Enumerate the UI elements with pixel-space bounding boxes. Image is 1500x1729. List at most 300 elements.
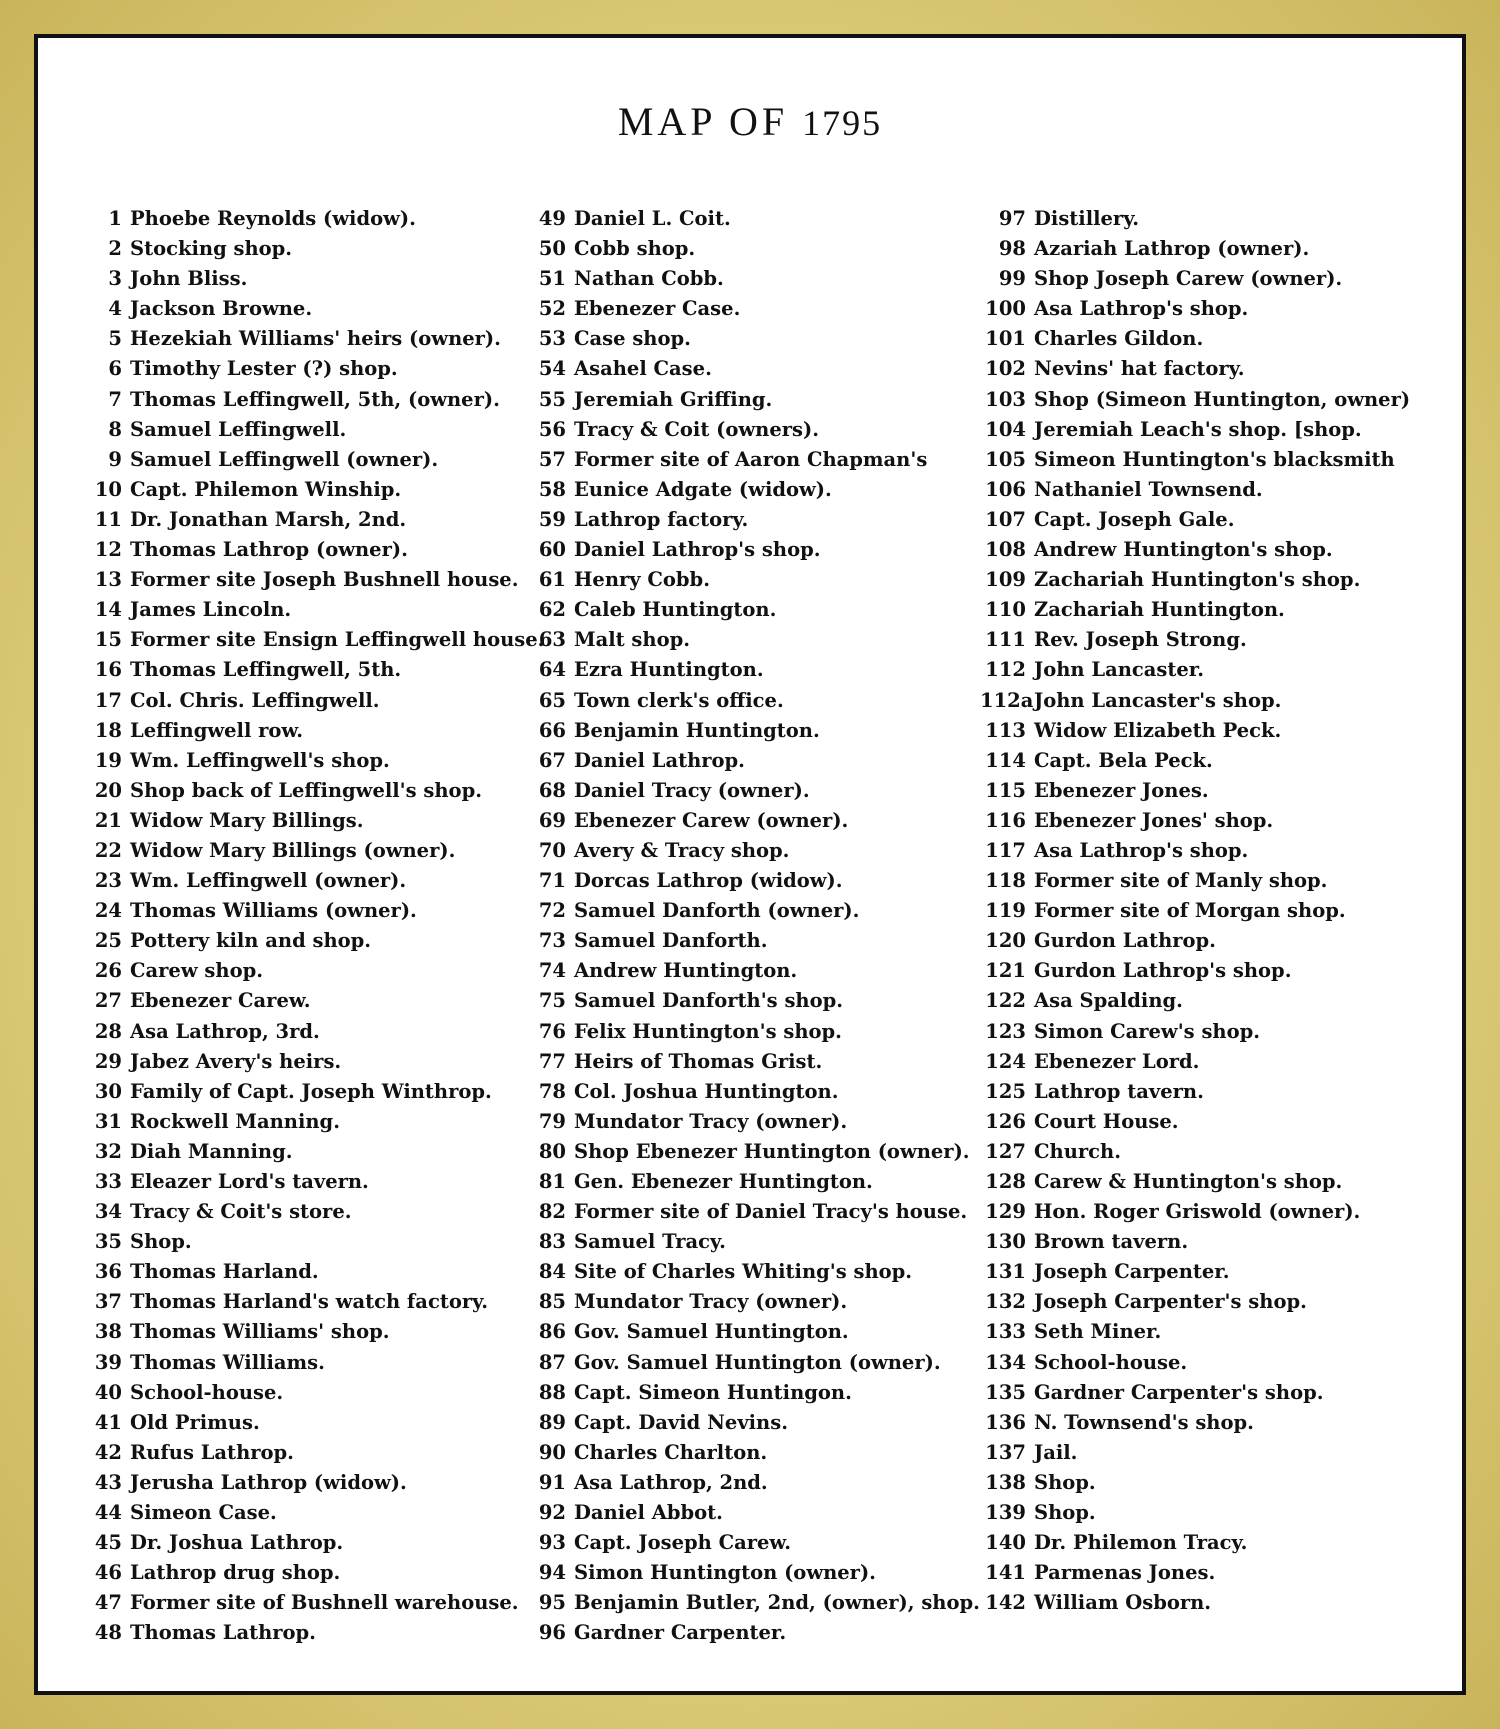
entry-text: Benjamin Butler, 2nd, (owner), shop. bbox=[574, 1591, 980, 1615]
entry-number: 32 bbox=[94, 1139, 122, 1163]
entry-text: Gen. Ebenezer Huntington. bbox=[574, 1170, 873, 1193]
entry-number: 121 bbox=[985, 959, 1026, 983]
legend-entry bbox=[88, 1468, 544, 1498]
legend-entry bbox=[88, 445, 544, 475]
entry-number: 84 bbox=[538, 1260, 566, 1284]
entry-text: Hon. Roger Griswold (owner). bbox=[1034, 1200, 1361, 1224]
entry-number: 112 bbox=[985, 658, 1026, 682]
legend-entry bbox=[530, 385, 980, 415]
legend-entry bbox=[530, 625, 980, 655]
entry-text: Shop. bbox=[1034, 1470, 1096, 1494]
entry-number: 94 bbox=[538, 1561, 566, 1585]
entry-text: Brown tavern. bbox=[1034, 1230, 1189, 1254]
legend-entry bbox=[530, 1438, 980, 1468]
entry-number: 6 bbox=[108, 357, 122, 381]
entry-text: Samuel Danforth (owner). bbox=[574, 899, 860, 923]
entry-text: Tracy & Coit (owners). bbox=[574, 417, 819, 441]
legend-entry bbox=[980, 986, 1410, 1016]
entry-text: James Lincoln. bbox=[130, 598, 292, 622]
legend-entry bbox=[88, 1047, 544, 1077]
entry-number: 113 bbox=[985, 718, 1026, 742]
entry-text: Samuel Leffingwell. bbox=[130, 417, 347, 441]
entry-number: 16 bbox=[94, 658, 122, 682]
entry-text: Widow Elizabeth Peck. bbox=[1034, 718, 1282, 742]
entry-number: 82 bbox=[538, 1200, 566, 1224]
legend-entry bbox=[980, 354, 1410, 384]
entry-number: 69 bbox=[538, 808, 566, 832]
legend-entry bbox=[530, 806, 980, 836]
legend-entry bbox=[88, 956, 544, 986]
entry-number: 83 bbox=[538, 1230, 566, 1254]
entry-number: 137 bbox=[985, 1440, 1026, 1464]
legend-entry bbox=[980, 505, 1410, 535]
entry-number: 134 bbox=[985, 1350, 1026, 1374]
entry-text: Phoebe Reynolds (widow). bbox=[130, 207, 416, 230]
legend-entry bbox=[88, 204, 544, 234]
entry-number: 140 bbox=[985, 1531, 1026, 1555]
entry-text: Daniel Abbot. bbox=[574, 1501, 723, 1525]
entry-text: N. Townsend's shop. bbox=[1034, 1410, 1254, 1434]
entry-text: Eunice Adgate (widow). bbox=[574, 477, 832, 501]
legend-entry bbox=[980, 324, 1410, 354]
legend-entry bbox=[530, 1498, 980, 1528]
entry-number: 3 bbox=[108, 267, 122, 291]
entry-number: 14 bbox=[94, 598, 122, 622]
legend-entry bbox=[980, 956, 1410, 986]
entry-number: 23 bbox=[94, 869, 122, 893]
entry-text: Lathrop tavern. bbox=[1034, 1079, 1204, 1103]
entry-number: 49 bbox=[538, 207, 566, 230]
entry-text: Mundator Tracy (owner). bbox=[574, 1290, 848, 1314]
legend-entry bbox=[980, 1137, 1410, 1167]
legend-entry bbox=[88, 1017, 544, 1047]
legend-entry bbox=[530, 1468, 980, 1498]
entry-text: Tracy & Coit's store. bbox=[130, 1200, 352, 1224]
entry-number: 79 bbox=[538, 1109, 566, 1133]
legend-entry bbox=[980, 445, 1410, 475]
entry-number: 58 bbox=[538, 477, 566, 501]
entry-number: 67 bbox=[538, 748, 566, 772]
legend-entry bbox=[980, 1528, 1410, 1558]
entry-text: Simon Carew's shop. bbox=[1034, 1019, 1261, 1043]
entry-text: Thomas Williams (owner). bbox=[130, 899, 417, 923]
legend-entry bbox=[530, 204, 980, 234]
entry-number: 125 bbox=[985, 1079, 1026, 1103]
legend-entry bbox=[88, 1107, 544, 1137]
entry-text: Capt. Bela Peck. bbox=[1034, 748, 1213, 772]
entry-number: 122 bbox=[985, 989, 1026, 1013]
entry-number: 106 bbox=[985, 477, 1026, 501]
entry-text: Caleb Huntington. bbox=[574, 598, 777, 622]
legend-entry bbox=[88, 1438, 544, 1468]
legend-entry bbox=[530, 1618, 980, 1648]
entry-number: 44 bbox=[94, 1501, 122, 1525]
entry-text: Samuel Danforth. bbox=[574, 929, 768, 953]
entry-number: 107 bbox=[985, 507, 1026, 531]
entry-number: 90 bbox=[538, 1440, 566, 1464]
legend-entry bbox=[530, 535, 980, 565]
entry-text: Dorcas Lathrop (widow). bbox=[574, 869, 843, 893]
legend-entry bbox=[88, 1528, 544, 1558]
legend-column-2 bbox=[530, 204, 980, 1649]
legend-entry bbox=[88, 415, 544, 445]
entry-number: 25 bbox=[94, 929, 122, 953]
entry-number: 45 bbox=[94, 1531, 122, 1555]
legend-entry bbox=[530, 264, 980, 294]
legend-entry bbox=[980, 1227, 1410, 1257]
legend-entry bbox=[530, 415, 980, 445]
entry-number: 88 bbox=[538, 1380, 566, 1404]
legend-entry bbox=[88, 1378, 544, 1408]
entry-text: Jackson Browne. bbox=[130, 297, 313, 321]
entry-text: Distillery. bbox=[1034, 207, 1140, 230]
entry-number: 124 bbox=[985, 1049, 1026, 1073]
legend-entry bbox=[88, 1588, 544, 1618]
entry-number: 127 bbox=[985, 1139, 1026, 1163]
entry-number: 101 bbox=[985, 327, 1026, 351]
entry-number: 74 bbox=[538, 959, 566, 983]
entry-text: Leffingwell row. bbox=[130, 718, 304, 742]
legend-entry bbox=[88, 926, 544, 956]
entry-number: 117 bbox=[985, 838, 1026, 862]
entry-number: 138 bbox=[985, 1470, 1026, 1494]
entry-number: 59 bbox=[538, 507, 566, 531]
legend-entry bbox=[980, 565, 1410, 595]
entry-text: Jabez Avery's heirs. bbox=[130, 1049, 342, 1073]
legend-entry bbox=[530, 595, 980, 625]
entry-text: Former site of Daniel Tracy's house. bbox=[574, 1200, 968, 1224]
entry-number: 18 bbox=[94, 718, 122, 742]
entry-number: 31 bbox=[94, 1109, 122, 1133]
entry-number: 35 bbox=[94, 1230, 122, 1254]
entry-number: 39 bbox=[94, 1350, 122, 1374]
entry-number: 26 bbox=[94, 959, 122, 983]
entry-text: Court House. bbox=[1034, 1109, 1179, 1133]
page-title bbox=[38, 98, 1462, 145]
entry-number: 98 bbox=[998, 237, 1026, 261]
entry-text: Rockwell Manning. bbox=[130, 1109, 340, 1133]
legend-entry bbox=[980, 655, 1410, 685]
entry-text: John Lancaster's shop. bbox=[1034, 688, 1282, 712]
legend-entry bbox=[980, 1197, 1410, 1227]
entry-text: Asahel Case. bbox=[574, 357, 712, 381]
entry-text: Parmenas Jones. bbox=[1034, 1561, 1216, 1585]
entry-text: Case shop. bbox=[574, 327, 691, 351]
legend-entry bbox=[88, 746, 544, 776]
entry-text: Asa Lathrop, 2nd. bbox=[574, 1470, 768, 1494]
legend-entry bbox=[530, 956, 980, 986]
entry-text: Col. Chris. Leffingwell. bbox=[130, 688, 380, 712]
entry-number: 120 bbox=[985, 929, 1026, 953]
legend-entry bbox=[980, 1257, 1410, 1287]
legend-entry bbox=[88, 1137, 544, 1167]
legend-entry bbox=[88, 655, 544, 685]
entry-text: Ebenezer Case. bbox=[574, 297, 741, 321]
entry-number: 50 bbox=[538, 237, 566, 261]
entry-number: 64 bbox=[538, 658, 566, 682]
entry-text: Thomas Harland's watch factory. bbox=[130, 1290, 488, 1314]
legend-entry bbox=[530, 1558, 980, 1588]
legend-entry bbox=[530, 475, 980, 505]
entry-number: 20 bbox=[94, 778, 122, 802]
entry-number: 57 bbox=[538, 447, 566, 471]
entry-number: 103 bbox=[985, 387, 1026, 411]
entry-text: Andrew Huntington's shop. bbox=[1034, 538, 1333, 562]
legend-entry bbox=[530, 1137, 980, 1167]
entry-number: 104 bbox=[985, 417, 1026, 441]
legend-entry bbox=[530, 1107, 980, 1137]
entry-number: 43 bbox=[94, 1470, 122, 1494]
legend-entry bbox=[530, 1287, 980, 1317]
entry-text: Gurdon Lathrop. bbox=[1034, 929, 1216, 953]
entry-number: 72 bbox=[538, 899, 566, 923]
entry-number: 81 bbox=[538, 1170, 566, 1193]
entry-text: School-house. bbox=[130, 1380, 284, 1404]
entry-text: Former site of Manly shop. bbox=[1034, 869, 1328, 893]
entry-text: Dr. Joshua Lathrop. bbox=[130, 1531, 344, 1555]
entry-text: Heirs of Thomas Grist. bbox=[574, 1049, 823, 1073]
entry-text: Capt. Simeon Huntingon. bbox=[574, 1380, 852, 1404]
entry-text: Thomas Williams' shop. bbox=[130, 1320, 390, 1344]
legend-entry bbox=[530, 776, 980, 806]
entry-text: Charles Charlton. bbox=[574, 1440, 768, 1464]
legend-entry bbox=[88, 1077, 544, 1107]
entry-number: 61 bbox=[538, 568, 566, 592]
entry-number: 53 bbox=[538, 327, 566, 351]
entry-text: Charles Gildon. bbox=[1034, 327, 1204, 351]
entry-number: 93 bbox=[538, 1531, 566, 1555]
entry-number: 10 bbox=[94, 477, 122, 501]
entry-text: Avery & Tracy shop. bbox=[574, 838, 790, 862]
legend-column-3 bbox=[980, 204, 1410, 1618]
entry-number: 5 bbox=[108, 327, 122, 351]
entry-number: 132 bbox=[985, 1290, 1026, 1314]
entry-number: 70 bbox=[538, 838, 566, 862]
entry-number: 28 bbox=[94, 1019, 122, 1043]
entry-number: 80 bbox=[538, 1139, 566, 1163]
entry-number: 33 bbox=[94, 1170, 122, 1193]
entry-text: Thomas Lathrop (owner). bbox=[130, 538, 408, 562]
legend-entry bbox=[530, 686, 980, 716]
entry-text: Col. Joshua Huntington. bbox=[574, 1079, 839, 1103]
entry-text: Samuel Danforth's shop. bbox=[574, 989, 844, 1013]
entry-number: 128 bbox=[985, 1170, 1026, 1193]
entry-number: 131 bbox=[985, 1260, 1026, 1284]
legend-entry bbox=[88, 686, 544, 716]
legend-entry bbox=[980, 1408, 1410, 1438]
legend-entry bbox=[88, 1167, 544, 1197]
entry-number: 29 bbox=[94, 1049, 122, 1073]
legend-entry bbox=[980, 1047, 1410, 1077]
entry-number: 141 bbox=[985, 1561, 1026, 1585]
entry-text: Rufus Lathrop. bbox=[130, 1440, 294, 1464]
entry-text: Asa Lathrop's shop. bbox=[1034, 297, 1249, 321]
entry-number: 111 bbox=[985, 628, 1026, 652]
legend-entry bbox=[88, 716, 544, 746]
entry-text: Capt. David Nevins. bbox=[574, 1410, 788, 1434]
legend-entry bbox=[88, 294, 544, 324]
entry-number: 42 bbox=[94, 1440, 122, 1464]
legend-entry bbox=[88, 625, 544, 655]
entry-number: 22 bbox=[94, 838, 122, 862]
entry-text: Former site of Morgan shop. bbox=[1034, 899, 1346, 923]
entry-number: 36 bbox=[94, 1260, 122, 1284]
entry-number: 19 bbox=[94, 748, 122, 772]
entry-text: Ebenezer Jones' shop. bbox=[1034, 808, 1274, 832]
legend-entry bbox=[88, 475, 544, 505]
entry-number: 38 bbox=[94, 1320, 122, 1344]
legend-entry bbox=[980, 866, 1410, 896]
legend-entry bbox=[88, 1287, 544, 1317]
legend-entry bbox=[980, 1558, 1410, 1588]
legend-entry bbox=[980, 294, 1410, 324]
legend-entry bbox=[530, 746, 980, 776]
legend-entry bbox=[530, 655, 980, 685]
entry-text: Asa Lathrop's shop. bbox=[1034, 838, 1249, 862]
legend-entry bbox=[980, 234, 1410, 264]
entry-number: 65 bbox=[538, 688, 566, 712]
entry-number: 17 bbox=[94, 688, 122, 712]
document-page bbox=[34, 34, 1466, 1695]
legend-entry bbox=[980, 1017, 1410, 1047]
legend-entry bbox=[980, 1077, 1410, 1107]
entry-text: Former site of Aaron Chapman's bbox=[574, 447, 928, 471]
entry-text: Eleazer Lord's tavern. bbox=[130, 1170, 369, 1193]
legend-entry bbox=[530, 1227, 980, 1257]
entry-text: Ebenezer Lord. bbox=[1034, 1049, 1200, 1073]
legend-entry bbox=[530, 926, 980, 956]
entry-number: 110 bbox=[985, 598, 1026, 622]
legend-entry bbox=[88, 1197, 544, 1227]
legend-entry bbox=[530, 866, 980, 896]
entry-text: Wm. Leffingwell's shop. bbox=[130, 748, 390, 772]
entry-text: Rev. Joseph Strong. bbox=[1034, 628, 1247, 652]
entry-number: 112a bbox=[980, 688, 1034, 712]
entry-number: 76 bbox=[538, 1019, 566, 1043]
legend-entry bbox=[530, 565, 980, 595]
entry-text: Capt. Joseph Gale. bbox=[1034, 507, 1235, 531]
legend-entry bbox=[88, 595, 544, 625]
entry-text: Simeon Huntington's blacksmith bbox=[1034, 447, 1395, 471]
entry-text: John Lancaster. bbox=[1034, 658, 1205, 682]
entry-number: 62 bbox=[538, 598, 566, 622]
entry-text: Zachariah Huntington's shop. bbox=[1034, 568, 1361, 592]
entry-number: 118 bbox=[985, 869, 1026, 893]
title-text: MAP OF bbox=[617, 99, 789, 144]
entry-number: 24 bbox=[94, 899, 122, 923]
entry-number: 91 bbox=[538, 1470, 566, 1494]
entry-text: Jail. bbox=[1034, 1440, 1078, 1464]
legend-entry bbox=[980, 385, 1410, 415]
legend-entry bbox=[980, 475, 1410, 505]
legend-entry bbox=[88, 1348, 544, 1378]
legend-column-1 bbox=[88, 204, 544, 1649]
entry-text: Family of Capt. Joseph Winthrop. bbox=[130, 1079, 492, 1103]
title-year: 1795 bbox=[802, 103, 883, 143]
entry-number: 99 bbox=[998, 267, 1026, 291]
entry-text: Nevins' hat factory. bbox=[1034, 357, 1245, 381]
entry-number: 37 bbox=[94, 1290, 122, 1314]
entry-number: 2 bbox=[108, 237, 122, 261]
legend-entry bbox=[530, 1017, 980, 1047]
entry-number: 130 bbox=[985, 1230, 1026, 1254]
entry-text: Widow Mary Billings (owner). bbox=[130, 838, 456, 862]
legend-entry bbox=[88, 1408, 544, 1438]
legend-entry bbox=[530, 234, 980, 264]
legend-entry bbox=[88, 1257, 544, 1287]
entry-text: Daniel Tracy (owner). bbox=[574, 778, 810, 802]
entry-number: 55 bbox=[538, 387, 566, 411]
legend-entry bbox=[88, 896, 544, 926]
entry-text: Ezra Huntington. bbox=[574, 658, 764, 682]
entry-number: 46 bbox=[94, 1561, 122, 1585]
legend-entry bbox=[530, 1317, 980, 1347]
legend-entry bbox=[980, 1498, 1410, 1528]
legend-entry bbox=[530, 716, 980, 746]
legend-entry bbox=[980, 896, 1410, 926]
legend-entry bbox=[88, 1558, 544, 1588]
entry-text: Hezekiah Williams' heirs (owner). bbox=[130, 327, 501, 351]
entry-text: Wm. Leffingwell (owner). bbox=[130, 869, 407, 893]
entry-number: 51 bbox=[538, 267, 566, 291]
entry-text: Pottery kiln and shop. bbox=[130, 929, 372, 953]
entry-text: Cobb shop. bbox=[574, 237, 696, 261]
entry-text: Nathaniel Townsend. bbox=[1034, 477, 1263, 501]
legend-entry bbox=[530, 1077, 980, 1107]
entry-text: Dr. Philemon Tracy. bbox=[1034, 1531, 1248, 1555]
entry-number: 63 bbox=[538, 628, 566, 652]
entry-text: Thomas Harland. bbox=[130, 1260, 319, 1284]
entry-text: Zachariah Huntington. bbox=[1034, 598, 1285, 622]
entry-number: 97 bbox=[998, 207, 1026, 230]
entry-text: Capt. Philemon Winship. bbox=[130, 477, 402, 501]
entry-number: 21 bbox=[94, 808, 122, 832]
entry-text: Former site of Bushnell warehouse. bbox=[130, 1591, 519, 1615]
legend-entry bbox=[88, 1317, 544, 1347]
entry-number: 68 bbox=[538, 778, 566, 802]
entry-text: Shop (Simeon Huntington, owner) bbox=[1034, 387, 1411, 411]
entry-text: Joseph Carpenter. bbox=[1034, 1260, 1230, 1284]
entry-text: Carew & Huntington's shop. bbox=[1034, 1170, 1343, 1193]
entry-text: Asa Spalding. bbox=[1034, 989, 1183, 1013]
entry-text: Thomas Lathrop. bbox=[130, 1621, 316, 1645]
legend-entry bbox=[530, 1378, 980, 1408]
entry-text: Daniel L. Coit. bbox=[574, 207, 731, 230]
entry-text: Site of Charles Whiting's shop. bbox=[574, 1260, 913, 1284]
legend-entry bbox=[88, 806, 544, 836]
entry-text: Shop Joseph Carew (owner). bbox=[1034, 267, 1343, 291]
entry-number: 11 bbox=[94, 507, 122, 531]
entry-number: 135 bbox=[985, 1380, 1026, 1404]
entry-text: Jeremiah Griffing. bbox=[574, 387, 773, 411]
legend-entry bbox=[530, 1588, 980, 1618]
legend-entry bbox=[88, 535, 544, 565]
entry-text: School-house. bbox=[1034, 1350, 1188, 1374]
entry-text: Diah Manning. bbox=[130, 1139, 293, 1163]
entry-text: Stocking shop. bbox=[130, 237, 293, 261]
legend-entry bbox=[530, 505, 980, 535]
legend-entry bbox=[980, 806, 1410, 836]
entry-text: Shop back of Leffingwell's shop. bbox=[130, 778, 482, 802]
entry-text: Dr. Jonathan Marsh, 2nd. bbox=[130, 507, 407, 531]
legend-entry bbox=[980, 1438, 1410, 1468]
entry-text: Town clerk's office. bbox=[574, 688, 784, 712]
entry-text: Simon Huntington (owner). bbox=[574, 1561, 876, 1585]
entry-number: 87 bbox=[538, 1350, 566, 1374]
entry-text: Thomas Leffingwell, 5th, (owner). bbox=[130, 387, 500, 411]
legend-entry bbox=[980, 1107, 1410, 1137]
entry-number: 9 bbox=[108, 447, 122, 471]
